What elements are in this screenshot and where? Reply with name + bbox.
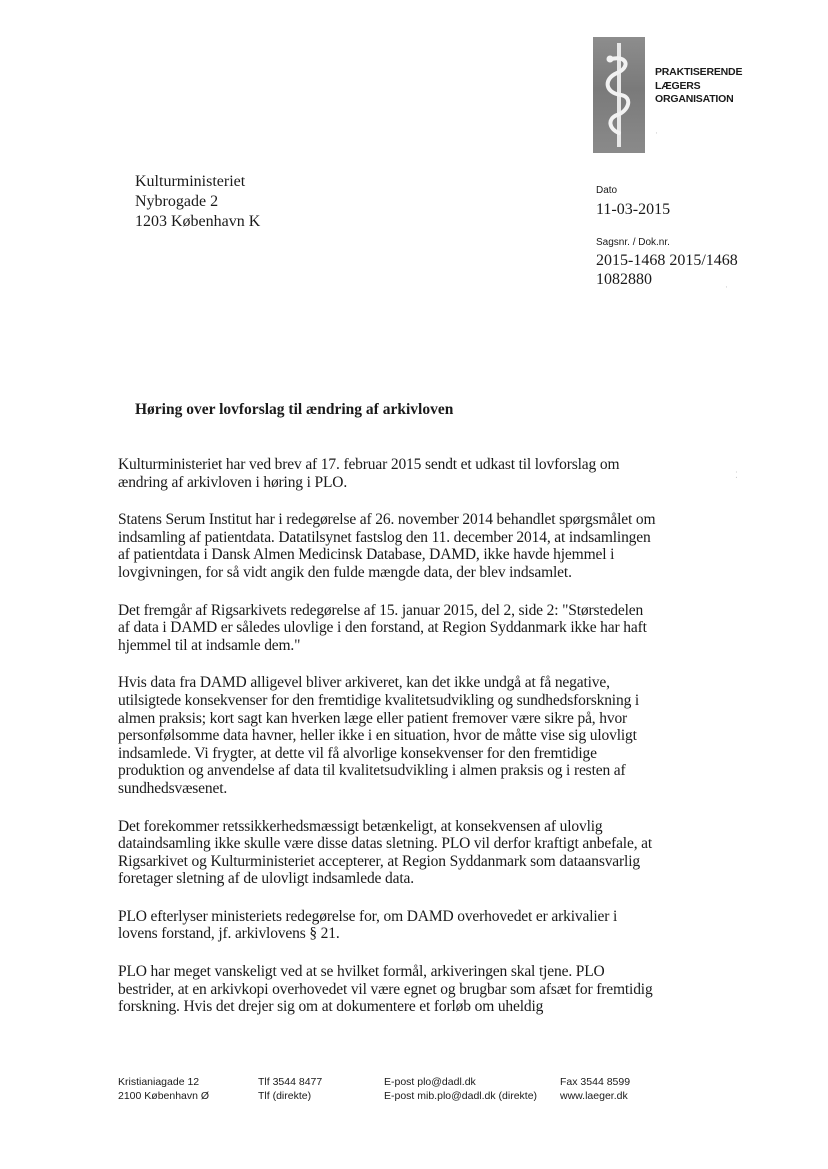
reference-value: 2015-1468 2015/1468 [596, 252, 738, 269]
recipient-line: Nybrogade 2 [135, 193, 219, 210]
body-paragraph: Det fremgår af Rigsarkivets redegørelse af 15. januar 2015, del 2, side 2: "Størstedelen af data i DAMD er således ulovlige i den forstand, at Region Syddanmark ikke har haft hjemmel til at indsamle dem." [118, 601, 647, 654]
footer-line: Kristianiagade 12 [118, 1076, 200, 1088]
body-paragraph: PLO efterlyser ministeriets redegørelse for, om DAMD overhovedet er arkivalier i lovens forstand, jf. arkivlovens § 21. [118, 907, 618, 943]
recipient-line: 1203 København K [135, 213, 261, 230]
organization-name [655, 66, 775, 107]
document-number: 1082880 [596, 271, 652, 288]
footer-email [384, 1075, 537, 1103]
organization-logo [593, 37, 645, 153]
footer-line: Fax 3544 8599 [560, 1076, 631, 1088]
body-paragraph: Statens Serum Institut har i redegørelse af 26. november 2014 behandlet spørgsmålet om indsamling af patientdata. Datatilsynet fastslog den 11. december 2014, at indsamlingen af patientdata i Dansk Almen Medicinsk Database, DAMD, ikke havde hjemmel i lovgivningen, for så vidt angik den fulde mængde data, der blev indsamlet. [118, 511, 656, 581]
organization-name-line: LÆGERS [655, 79, 701, 92]
reference-label: Sagsnr. / Dok.nr. [596, 237, 670, 248]
date-label: Dato [596, 185, 618, 196]
recipient-line: Kulturministeriet [135, 173, 246, 190]
footer-line: E-post mib.plo@dadl.dk (direkte) [384, 1090, 538, 1102]
body-paragraph: PLO har meget vanskeligt ved at se hvilket formål, arkiveringen skal tjene. PLO bestrider, at en arkivkopi overhovedet vil være egnet og brugbar som afsæt for fremtidig forskning. Hvis det drejer sig om at dokumentere et forløb om uheldig [118, 963, 653, 1016]
organization-name-line: PRAKTISERENDE [655, 66, 743, 78]
subject-heading: Høring over lovforslag til ændring af arkivloven [135, 401, 454, 418]
body-paragraph: Kulturministeriet har ved brev af 17. februar 2015 sendt et udkast til lovforslag om ændring af arkivloven i høring i PLO. [118, 456, 620, 491]
footer-line: www.laeger.dk [560, 1090, 628, 1102]
footer-address [118, 1075, 209, 1103]
footer-fax-web [560, 1075, 630, 1103]
scan-speck: · [655, 128, 658, 138]
footer-line: E-post plo@dadl.dk [384, 1076, 476, 1088]
footer-line: 2100 København Ø [118, 1090, 210, 1102]
body-paragraph: Det forekommer retssikkerhedsmæssigt betænkeligt, at konsekvensen af ulovlig dataindsamling ikke skulle være disse datas sletning. PLO vil derfor kraftigt anbefale, at Rigsarkivet og Kulturministeriet accepterer, at Region Syddanmark som dataansvarlig foretager sletning af de ulovligt indsamlede data. [118, 817, 653, 888]
scan-speck: ⁚ [735, 470, 738, 480]
letter-body [118, 456, 658, 1036]
scan-speck: · [725, 282, 728, 292]
footer-phone [258, 1075, 322, 1103]
body-paragraph: Hvis data fra DAMD alligevel bliver arkiveret, kan det ikke undgå at få negative, utilsigtede konsekvenser for den fremtidige kvalitetsudvikling og sundhedsforskning i almen praksis; kort sagt kan hverken læge eller patient fremover være sikre på, hvor personfølsomme data havner, heller ikke i en situation, hvor de måtte vise sig ulovligt indsamlede. Vi frygter, at dette vil få alvorlige konsekvenser for den fremtidige produktion og anvendelse af data til kvalitetsudvikling i almen praksis og i resten af sundhedsvæsenet. [118, 674, 640, 797]
footer-line: Tlf 3544 8477 [258, 1076, 323, 1088]
organization-name-line: ORGANISATION [655, 93, 734, 105]
staff-of-asclepius-icon [593, 37, 645, 153]
footer-line: Tlf (direkte) [258, 1090, 312, 1102]
recipient-address [135, 172, 260, 232]
date-value: 11-03-2015 [596, 201, 671, 218]
